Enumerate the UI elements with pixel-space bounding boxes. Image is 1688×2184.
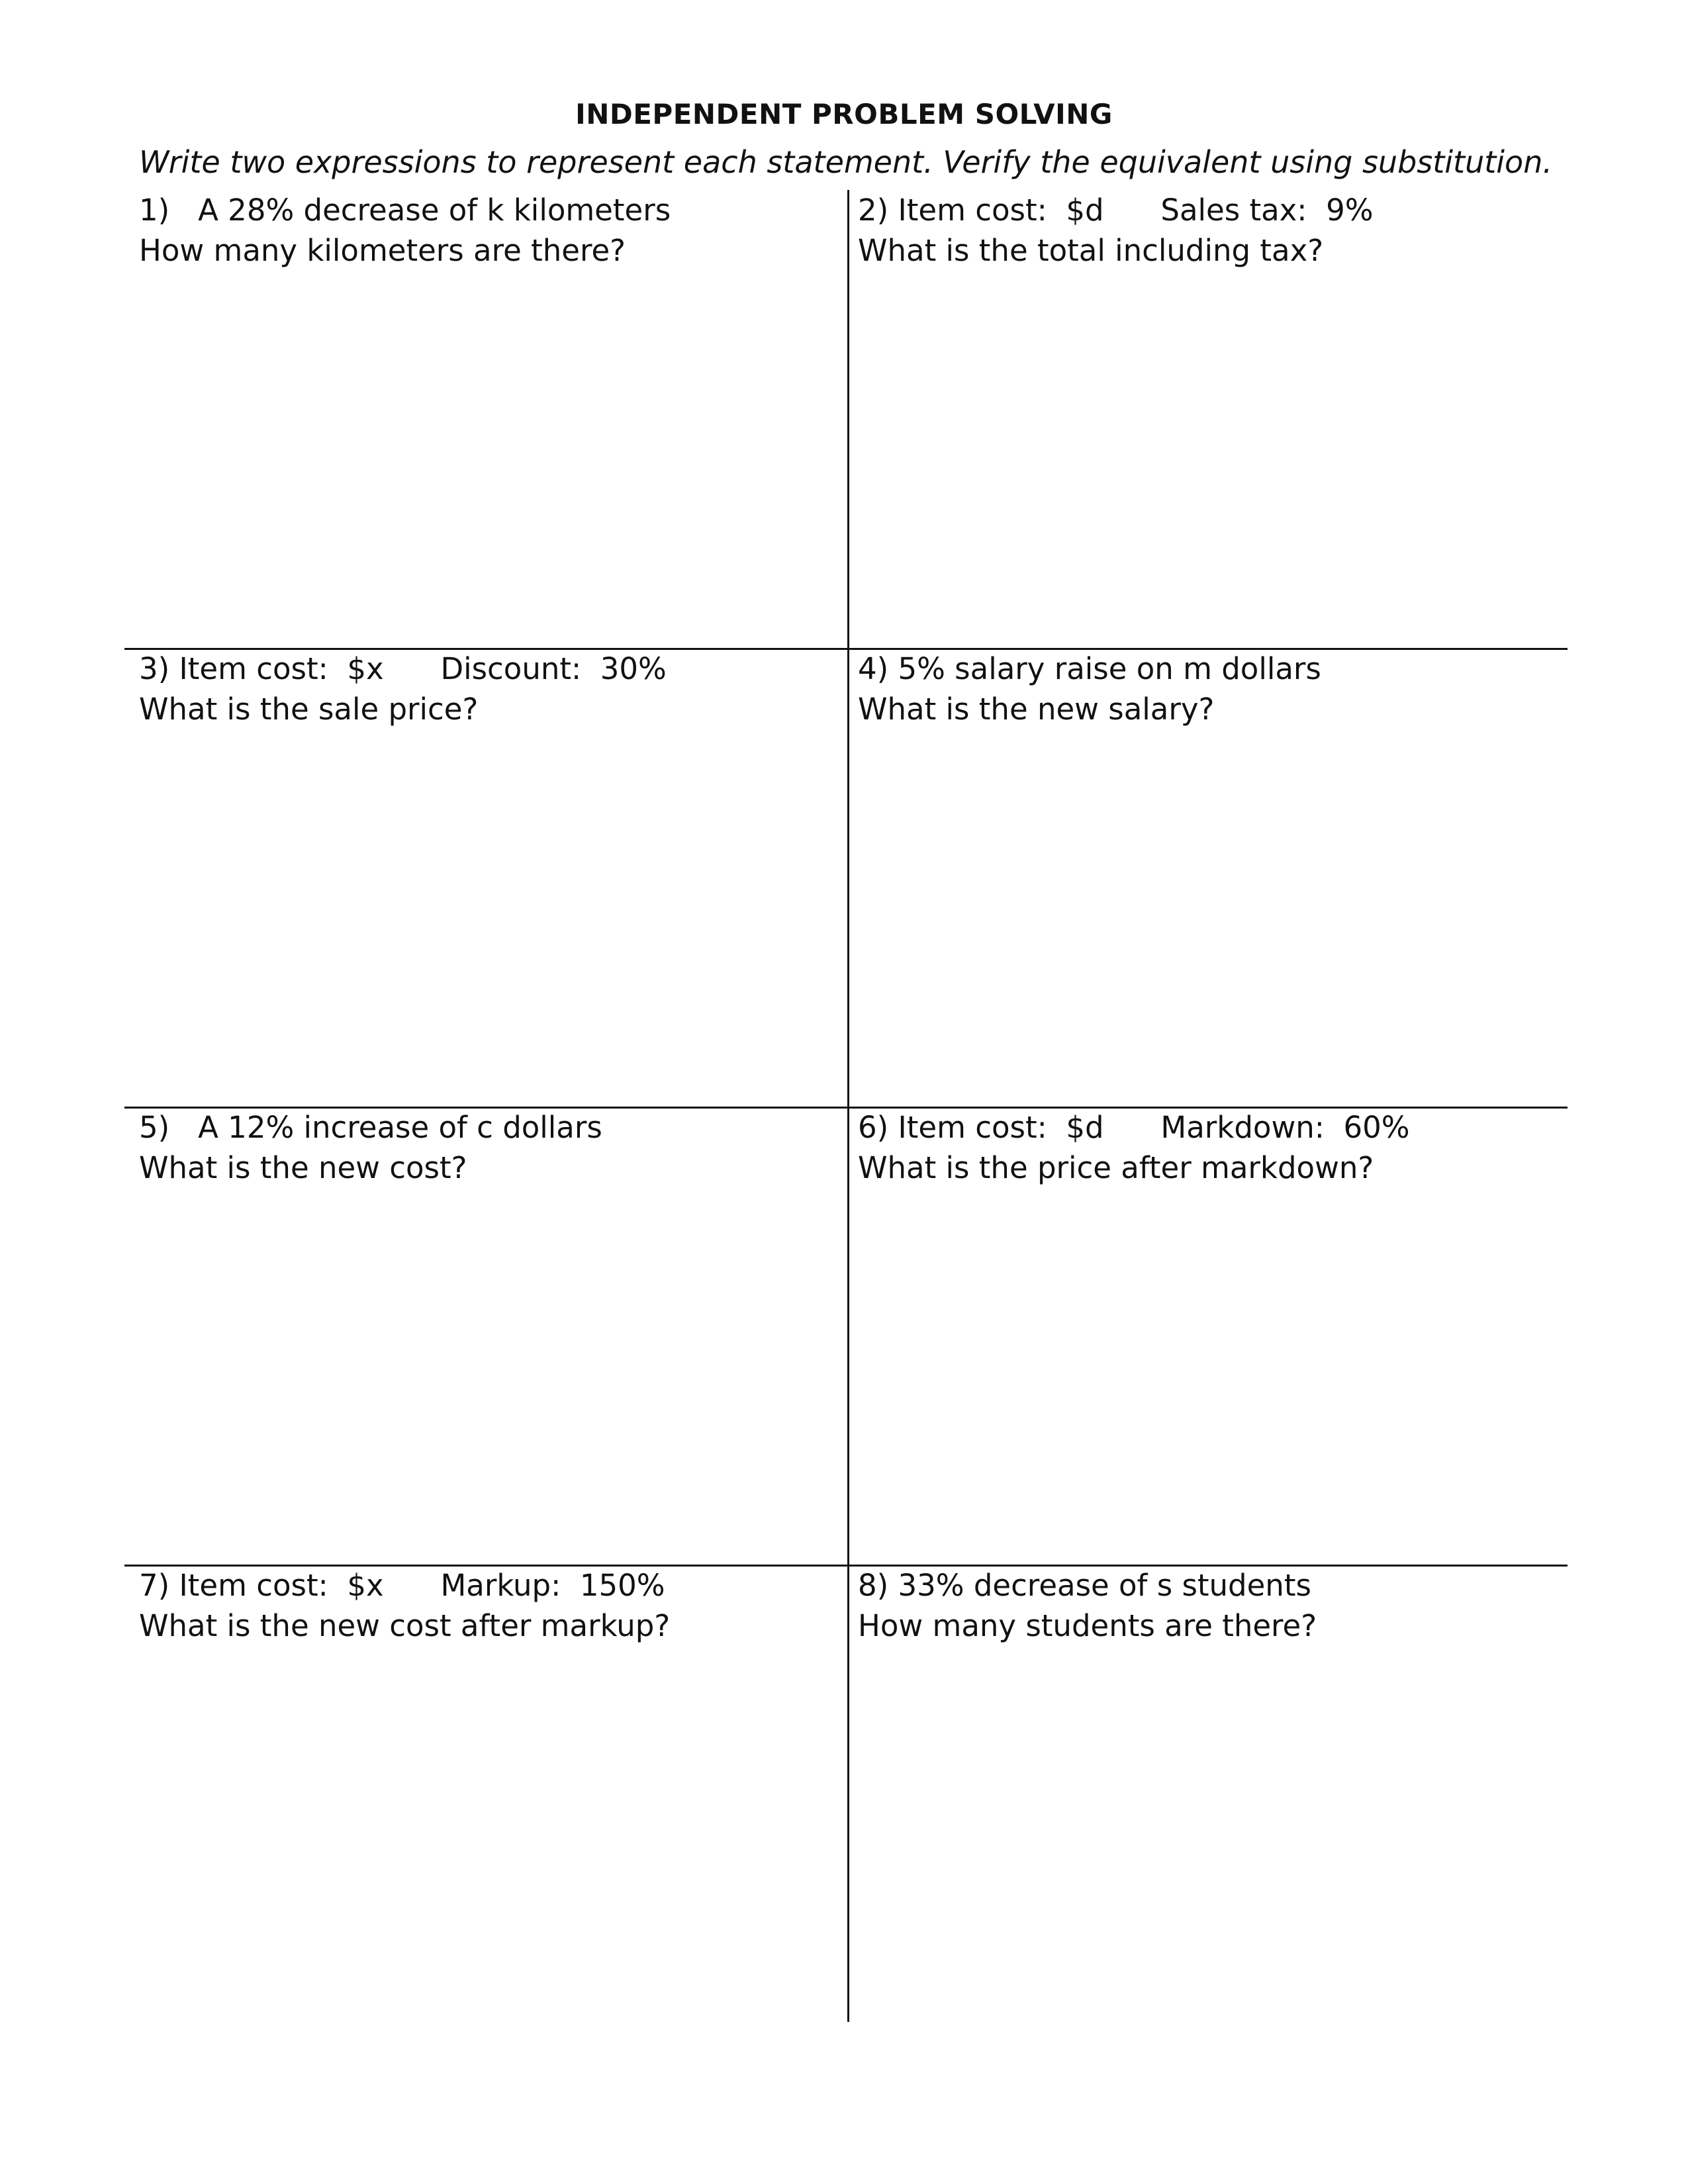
problem-1: [139, 190, 841, 271]
problem-3-question: What is the sale price?: [139, 692, 479, 727]
problem-3: [139, 649, 841, 729]
worksheet-title: INDEPENDENT PROBLEM SOLVING: [575, 98, 1113, 130]
problem-2-question: What is the total including tax?: [858, 233, 1324, 268]
problem-6-question: What is the price after markdown?: [858, 1150, 1374, 1185]
problem-8-question: How many students are there?: [858, 1608, 1317, 1643]
problem-6: [858, 1107, 1560, 1188]
problem-7-question: What is the new cost after markup?: [139, 1608, 671, 1643]
problem-4-question: What is the new salary?: [858, 692, 1215, 727]
worksheet-instructions: Write two expressions to represent each statement. Verify the equivalent using substitution.: [139, 144, 1552, 180]
problem-grid: [124, 190, 1568, 2036]
problem-8: [858, 1565, 1560, 1646]
problem-2-statement: 2) Item cost: $d Sales tax: 9%: [858, 193, 1374, 228]
problem-5: [139, 1107, 841, 1188]
problem-7-statement: 7) Item cost: $x Markup: 150%: [139, 1568, 665, 1603]
problem-7: [139, 1565, 841, 1646]
problem-2: [858, 190, 1560, 271]
problem-6-statement: 6) Item cost: $d Markdown: 60%: [858, 1110, 1410, 1145]
problem-4-statement: 4) 5% salary raise on m dollars: [858, 651, 1321, 686]
problem-4: [858, 649, 1560, 729]
problem-1-statement: 1) A 28% decrease of k kilometers: [139, 193, 671, 228]
problem-3-statement: 3) Item cost: $x Discount: 30%: [139, 651, 667, 686]
problem-5-question: What is the new cost?: [139, 1150, 467, 1185]
column-divider: [847, 190, 849, 2022]
problem-8-statement: 8) 33% decrease of s students: [858, 1568, 1311, 1603]
problem-5-statement: 5) A 12% increase of c dollars: [139, 1110, 602, 1145]
problem-1-question: How many kilometers are there?: [139, 233, 626, 268]
